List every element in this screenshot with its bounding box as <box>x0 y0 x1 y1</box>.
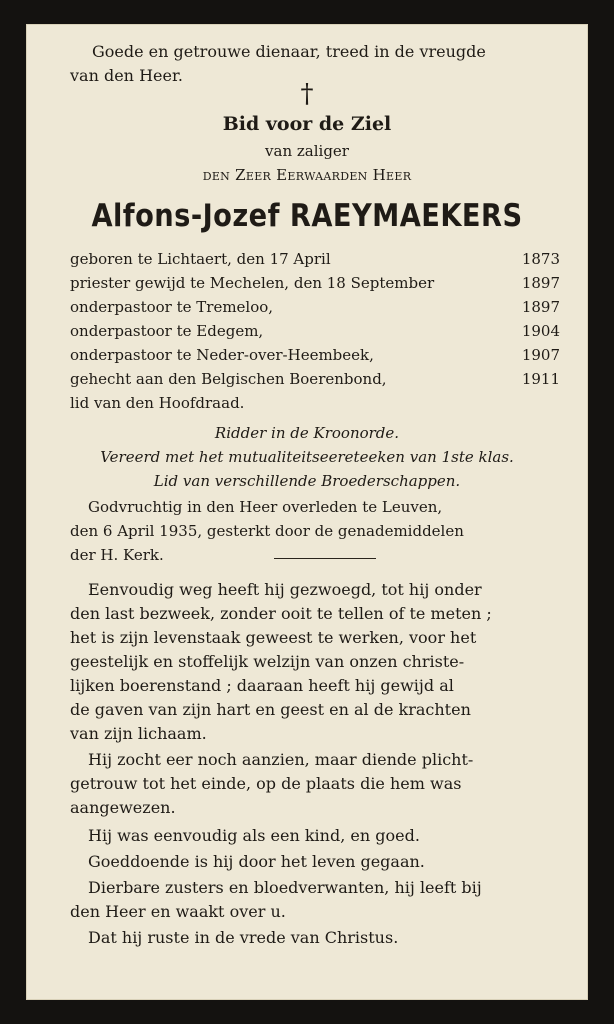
paragraph-3-line-1: Hij was eenvoudig als een kind, en goed. <box>88 826 420 845</box>
cross-icon: † <box>300 79 314 109</box>
career-year-tremeloo: 1897 <box>521 298 560 316</box>
divider-line <box>274 558 376 559</box>
career-item-heembeek: onderpastoor te Neder-over-Heembeek, <box>70 346 374 364</box>
paragraph-2-line-2: getrouw tot het einde, op de plaats die hem was <box>70 774 462 793</box>
career-year-heembeek: 1907 <box>521 346 560 364</box>
death-line-3: der H. Kerk. <box>70 546 164 564</box>
honor-kroonorde: Ridder in de Kroonorde. <box>214 424 400 442</box>
honor-broederschappen: Lid van verschillende Broederschappen. <box>153 472 461 490</box>
career-item-boerenbond: gehecht aan den Belgischen Boerenbond, <box>70 370 387 388</box>
career-year-ordination: 1897 <box>521 274 560 292</box>
honorific-title: den Zeer Eerwaarden Heer <box>202 166 412 184</box>
paragraph-1-line-1: Eenvoudig weg heeft hij gezwoegd, tot hij onder <box>88 580 482 599</box>
death-line-2: den 6 April 1935, gesterkt door de genademiddelen <box>70 522 464 540</box>
career-item-hoofdraad: lid van den Hoofdraad. <box>70 394 245 412</box>
death-line-1: Godvruchtig in den Heer overleden te Leuven, <box>88 498 443 516</box>
bible-quote-line-2: van den Heer. <box>70 66 183 85</box>
honor-mutualiteit: Vereerd met het mutualiteitseereteeken van 1ste klas. <box>100 448 514 466</box>
paragraph-1-line-2: den last bezweek, zonder ooit te tellen of te meten ; <box>70 604 492 623</box>
paragraph-5-line-2: den Heer en waakt over u. <box>70 902 286 921</box>
van-zaliger: van zaliger <box>265 142 349 160</box>
paragraph-1-line-6: de gaven van zijn hart en geest en al de krachten <box>70 700 471 719</box>
paragraph-5-line-1: Dierbare zusters en bloedverwanten, hij leeft bij <box>88 878 482 897</box>
career-item-edegem: onderpastoor te Edegem, <box>70 322 264 340</box>
prayer-heading: Bid voor de Ziel <box>222 113 392 135</box>
memorial-card <box>26 24 588 1000</box>
bible-quote-line-1: Goede en getrouwe dienaar, treed in de vreugde <box>92 42 486 61</box>
career-year-boerenbond: 1911 <box>521 370 560 388</box>
paragraph-2-line-3: aangewezen. <box>70 798 176 817</box>
career-item-birth: geboren te Lichtaert, den 17 April <box>70 250 331 268</box>
career-item-ordination: priester gewijd te Mechelen, den 18 September <box>70 274 435 292</box>
paragraph-2-line-1: Hij zocht eer noch aanzien, maar diende plicht- <box>88 750 474 769</box>
closing-prayer: Dat hij ruste in de vrede van Christus. <box>88 928 399 947</box>
paragraph-4-line-1: Goeddoende is hij door het leven gegaan. <box>88 852 425 871</box>
career-year-edegem: 1904 <box>521 322 560 340</box>
career-item-tremeloo: onderpastoor te Tremeloo, <box>70 298 274 316</box>
paragraph-1-line-3: het is zijn levenstaak geweest te werken, voor het <box>70 628 477 647</box>
paragraph-1-line-7: van zijn lichaam. <box>70 724 207 743</box>
deceased-name: Alfons-Jozef RAEYMAEKERS <box>91 198 523 234</box>
career-year-birth: 1873 <box>521 250 560 268</box>
paragraph-1-line-5: lijken boerenstand ; daaraan heeft hij gewijd al <box>70 676 454 695</box>
paragraph-1-line-4: geestelijk en stoffelijk welzijn van onzen christe- <box>70 652 465 671</box>
